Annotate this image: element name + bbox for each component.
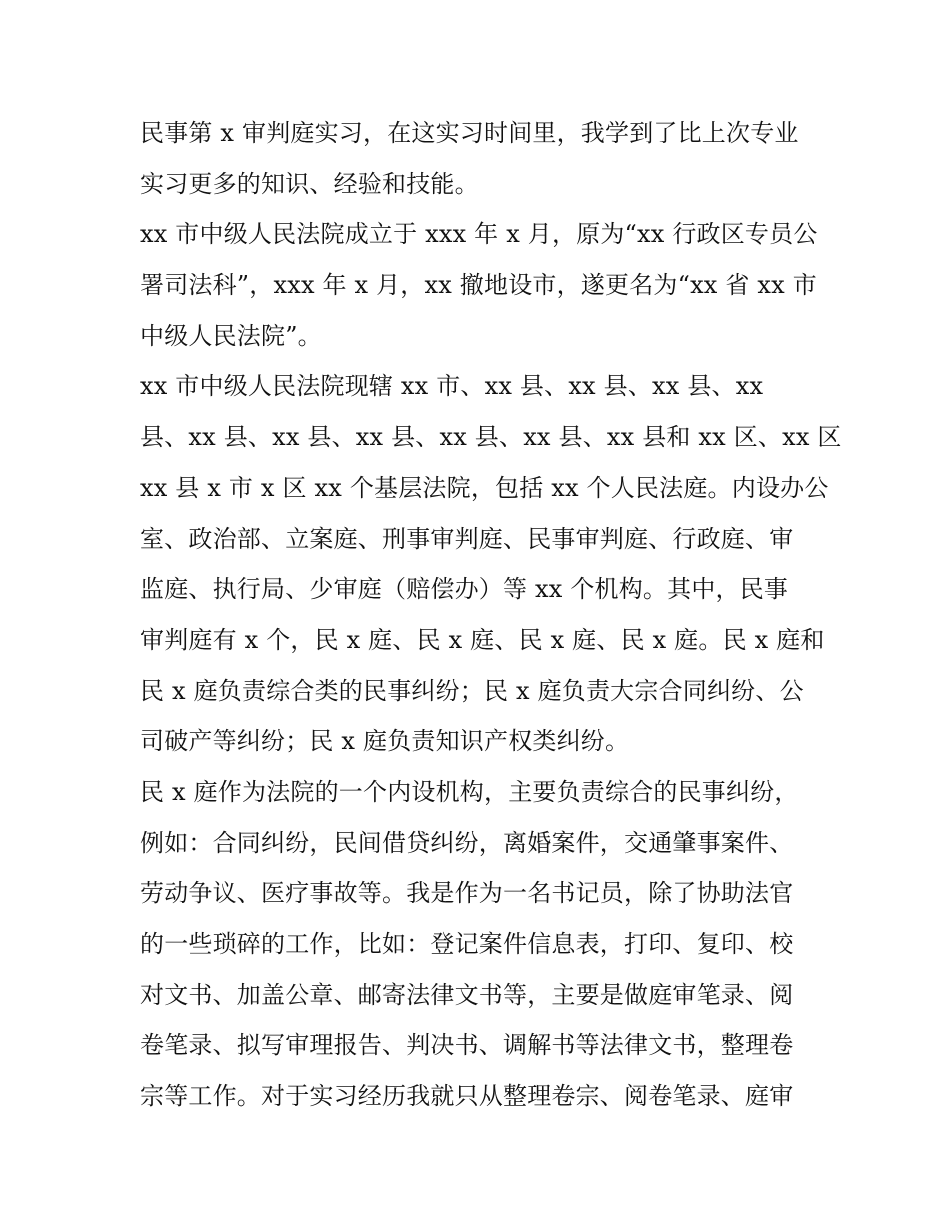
text-line: 例如：合同纠纷，民间借贷纠纷，离婚案件，交通肇事案件、	[140, 828, 794, 857]
text-line: 中级人民法院”。	[140, 321, 322, 350]
text-line: 实习更多的知识、经验和技能。	[140, 169, 479, 198]
text-line: 监庭、执行局、少审庭（赔偿办）等 xx 个机构。其中，民事	[140, 575, 789, 604]
text-line: 县、xx 县、xx 县、xx 县、xx 县、xx 县、xx 县和 xx 区、xx 区	[140, 423, 842, 452]
text-line: 的一些琐碎的工作，比如：登记案件信息表，打印、复印、校	[140, 930, 794, 958]
text-line: xx 市中级人民法院成立于 xxx 年 x 月，原为“xx 行政区专员公	[140, 220, 818, 249]
text-line: xx 市中级人民法院现辖 xx 市、xx 县、xx 县、xx 县、xx	[140, 372, 764, 401]
text-line: 司破产等纠纷；民 x 庭负责知识产权类纠纷。	[140, 727, 630, 756]
text-line: 民事第 x 审判庭实习，在这实习时间里，我学到了比上次专业	[140, 119, 799, 147]
text-line: 民 x 庭作为法院的一个内设机构，主要负责综合的民事纠纷，	[140, 777, 799, 806]
text-line: 劳动争议、医疗事故等。我是作为一名书记员，除了协助法官	[140, 879, 794, 908]
text-line: 室、政治部、立案庭、刑事审判庭、民事审判庭、行政庭、审	[140, 524, 794, 553]
text-line: 对文书、加盖公章、邮寄法律文书等，主要是做庭审笔录、阅	[140, 980, 794, 1009]
document-body	[140, 108, 842, 1122]
text-line: 宗等工作。对于实习经历我就只从整理卷宗、阅卷笔录、庭审	[140, 1082, 794, 1111]
text-line: xx 县 x 市 x 区 xx 个基层法院，包括 xx 个人民法庭。内设办公	[140, 473, 829, 502]
text-line: 民 x 庭负责综合类的民事纠纷；民 x 庭负责大宗合同纠纷、公	[140, 676, 804, 705]
text-line: 审判庭有 x 个，民 x 庭、民 x 庭、民 x 庭、民 x 庭。民 x 庭和	[140, 625, 825, 654]
text-line: 卷笔录、拟写审理报告、判决书、调解书等法律文书，整理卷	[140, 1031, 794, 1060]
text-line: 署司法科”，xxx 年 x 月，xx 撤地设市，遂更名为“xx 省 xx 市	[140, 271, 817, 300]
